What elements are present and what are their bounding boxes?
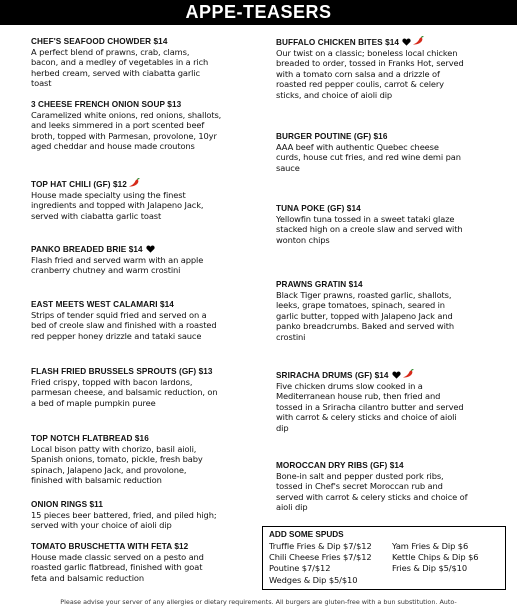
description-line: breaded to order, tossed in Franks Hot, served <box>276 58 464 69</box>
description-line: spinach, Jalapeno Jack, and provolone, <box>31 464 187 475</box>
menu-item-title-text: BUFFALO CHICKEN BITES $14 <box>276 38 400 47</box>
menu-item-description <box>31 444 253 486</box>
menu-item <box>31 178 253 221</box>
menu-item-description <box>31 47 253 89</box>
menu-item <box>276 36 500 100</box>
menu-item <box>276 279 500 342</box>
menu-item <box>31 541 253 583</box>
menu-item <box>276 203 500 245</box>
menu-item-description <box>31 310 253 341</box>
description-line: served with ciabatta garlic toast <box>31 210 162 221</box>
description-line: herbed cream, served with ciabatta garlic <box>31 67 200 78</box>
spud-item: Yam Fries & Dip $6 <box>392 541 469 551</box>
description-line: roasted red pepper coulis, carrot & celery <box>276 79 444 90</box>
menu-item-description <box>276 381 500 433</box>
page-title: APPE-TEASERS <box>0 0 517 25</box>
spud-item: Kettle Chips & Dip $6 <box>392 552 479 562</box>
description-line: Our twist on a classic; boneless local chicken <box>276 48 458 58</box>
description-line: Black Tiger prawns, roasted garlic, shallots, <box>276 290 452 300</box>
description-line: feta and balsamic reduction <box>31 572 144 583</box>
description-line: ingredients and topped with Jalapeno Jack, <box>31 200 204 211</box>
description-line: parmesan cheese, and balsamic reduction, on <box>31 387 218 398</box>
description-line: and leeks simmered in a port scented beef <box>31 120 205 131</box>
description-line: panko breadcrumbs. Baked and served with <box>276 321 455 332</box>
description-line: leeks, grape tomatoes, spinach, seared in <box>276 300 445 311</box>
description-line: House made classic served on a pesto and <box>31 552 204 562</box>
description-line: finished with balsamic reduction <box>31 475 162 486</box>
description-line: aioli dip <box>276 502 308 513</box>
menu-item <box>31 36 253 89</box>
menu-item-description <box>276 290 500 342</box>
description-line: Mediterranean house rub, then fried and <box>276 391 441 402</box>
menu-item-title: TUNA POKE (GF) $14 <box>276 204 361 213</box>
menu-item-description <box>31 510 253 531</box>
chili-pepper-icon <box>412 36 424 46</box>
heart-icon <box>146 245 155 253</box>
menu-item-title: PRAWNS GRATIN $14 <box>276 280 363 289</box>
menu-item-title: MOROCCAN DRY RIBS (GF) $14 <box>276 461 404 470</box>
menu-item <box>31 299 253 341</box>
menu-item-title: CHEF'S SEAFOOD CHOWDER $14 <box>31 37 168 46</box>
description-line: aged cheddar and house made croutons <box>31 141 195 152</box>
description-line: sticks, and choice of aioli dip <box>276 89 393 100</box>
menu-item <box>31 244 253 276</box>
description-line: a bed of maple pumpkin puree <box>31 397 156 408</box>
description-line: A perfect blend of prawns, crab, clams, <box>31 47 190 57</box>
description-line: red pepper honey drizzle and tataki sauce <box>31 330 202 341</box>
chili-pepper-icon <box>128 178 140 188</box>
add-spuds-box <box>262 526 506 590</box>
description-line: Strips of tender squid fried and served on a <box>31 310 207 320</box>
spud-item: Wedges & Dip $5/$10 <box>269 575 358 585</box>
menu-item-title <box>276 36 500 48</box>
menu-item-title: BURGER POUTINE (GF) $16 <box>276 132 388 141</box>
menu-item <box>276 369 500 433</box>
spuds-title: ADD SOME SPUDS <box>269 530 344 539</box>
menu-item-description <box>276 214 500 245</box>
menu-item-title <box>31 244 253 255</box>
menu-item-description <box>276 142 500 173</box>
description-line: served with your choice of aioli dip <box>31 520 172 531</box>
description-line: Bone-in salt and pepper dusted pork ribs, <box>276 471 444 481</box>
description-line: Caramelized white onions, red onions, shallots, <box>31 110 222 120</box>
menu-item-title: ONION RINGS $11 <box>31 500 104 509</box>
description-line: broth, topped with Parmesan, provolone, 10yr <box>31 130 217 141</box>
description-line: Five chicken drums slow cooked in a <box>276 381 423 391</box>
spud-item: Fries & Dip $5/$10 <box>392 563 468 573</box>
menu-item <box>31 366 253 408</box>
description-line: sauce <box>276 162 300 173</box>
description-line: curds, house cut fries, and red wine demi pan <box>276 152 461 163</box>
menu-item-title: TOMATO BRUSCHETTA WITH FETA $12 <box>31 542 189 551</box>
description-line: with a tomato corn salsa and a drizzle of <box>276 68 440 79</box>
description-line: with carrot & celery sticks and choice of aioli <box>276 412 457 423</box>
description-line: bacon, and a medley of vegetables in a rich <box>31 57 209 68</box>
menu-item-title <box>276 369 500 381</box>
description-line: 15 pieces beer battered, fried, and piled high; <box>31 510 217 520</box>
description-line: stacked high on a creole slaw and served with <box>276 224 463 235</box>
menu-item <box>31 499 253 531</box>
description-line: tossed in Chef's secret Moroccan rub and <box>276 481 443 492</box>
spud-item: Chili Cheese Fries $7/$12 <box>269 552 372 562</box>
description-line: Flash fried and served warm with an apple <box>31 255 204 265</box>
spud-item: Poutine $7/$12 <box>269 563 331 573</box>
description-line: served with carrot & celery sticks and choice of <box>276 491 468 502</box>
menu-item-title: TOP NOTCH FLATBREAD $16 <box>31 434 149 443</box>
menu-item-description <box>31 110 253 152</box>
description-line: crostini <box>276 331 306 342</box>
menu-item-title-text: TOP HAT CHILI (GF) $12 <box>31 180 127 189</box>
description-line: Yellowfin tuna tossed in a sweet tataki glaze <box>276 214 455 224</box>
menu-item-description <box>31 255 253 276</box>
description-line: cranberry chutney and warm crostini <box>31 265 181 276</box>
menu-item <box>276 131 500 173</box>
description-line: dip <box>276 422 289 433</box>
menu-item-description <box>31 377 253 408</box>
heart-icon <box>392 371 401 379</box>
menu-item-title-text: PANKO BREADED BRIE $14 <box>31 245 143 254</box>
description-line: garlic butter, topped with Jalapeno Jack and <box>276 310 453 321</box>
description-line: Local bison patty with chorizo, basil aioli, <box>31 444 197 454</box>
menu-item-title: EAST MEETS WEST CALAMARI $14 <box>31 300 174 309</box>
menu-item-title: 3 CHEESE FRENCH ONION SOUP $13 <box>31 100 182 109</box>
heart-icon <box>402 38 411 46</box>
menu-item-description <box>31 190 253 221</box>
menu-item-title-text: SRIRACHA DRUMS (GF) $14 <box>276 371 389 380</box>
description-line: roasted garlic flatbread, finished with goat <box>31 562 203 573</box>
description-line: AAA beef with authentic Quebec cheese <box>276 142 439 152</box>
menu-item <box>31 99 253 152</box>
menu-item-title <box>31 178 253 190</box>
allergy-note: Please advise your server of any allergies or dietary requirements. All burgers are gluten-free with a bun substitution. Auto- <box>60 598 457 606</box>
description-line: bed of creole slaw and finished with a roasted <box>31 320 217 331</box>
description-line: House made specialty using the finest <box>31 190 186 200</box>
chili-pepper-icon <box>402 369 414 379</box>
description-line: tossed in a Sriracha cilantro butter and served <box>276 401 464 412</box>
menu-item-title: FLASH FRIED BRUSSELS SPROUTS (GF) $13 <box>31 367 213 376</box>
spud-item: Truffle Fries & Dip $7/$12 <box>269 541 372 551</box>
description-line: Fried crispy, topped with bacon lardons, <box>31 377 193 387</box>
description-line: Spanish onions, tomato, pickle, fresh baby <box>31 454 203 465</box>
menu-item-description <box>276 48 500 100</box>
description-line: wonton chips <box>276 234 330 245</box>
menu-item-description <box>31 552 253 583</box>
description-line: toast <box>31 78 52 89</box>
menu-item <box>276 460 500 513</box>
menu-item-description <box>276 471 500 513</box>
menu-item <box>31 433 253 486</box>
